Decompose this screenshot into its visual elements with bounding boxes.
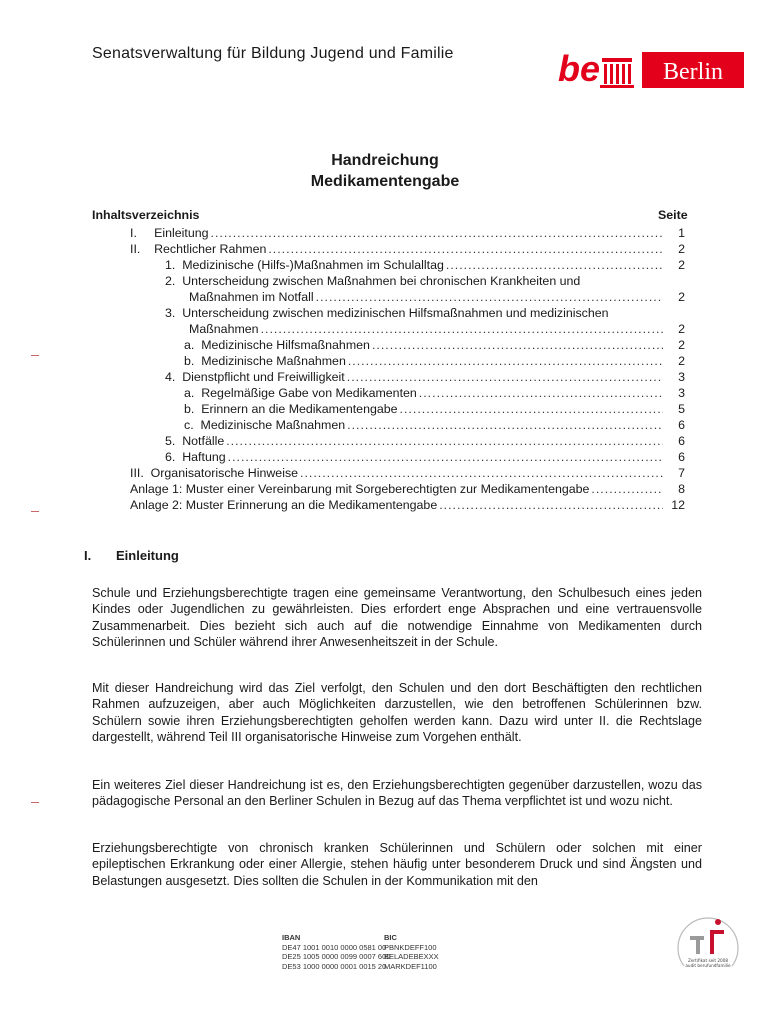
doc-title-line1: Handreichung bbox=[331, 152, 439, 169]
cert-line2: audit berufundfamilie bbox=[685, 963, 731, 968]
logo-berlin-text: Berlin bbox=[663, 59, 723, 85]
toc-entry[interactable]: 5. Notfälle ..... 6 bbox=[165, 434, 685, 448]
iban-label: IBAN bbox=[282, 933, 301, 942]
paragraph-2: Mit dieser Handreichung wird das Ziel verfolgt, den Schulen und den dort Beschäftigten den rechtlichen Rahmen aufzuzeigen, aber auch Möglichkeiten darzustellen, wie den betroffenen Schülerinnen bzw. Schülern sowie ihren Erziehungsberechtigten geholfen werden kann. Dazu wird unter II. die Rechtslage dargestellt, während Teil III organisatorische Hinweise zum Vorgehen enthält. bbox=[92, 681, 702, 745]
audit-berufundfamilie-seal bbox=[672, 908, 744, 980]
paragraph-3: Ein weiteres Ziel dieser Handreichung ist es, den Erziehungsberechtigten gegenüber darzustellen, wozu das pädagogische Personal an den Berliner Schulen in Bezug auf das Thema verpflichtet ist und wozu nicht. bbox=[92, 778, 702, 809]
toc-entry[interactable]: 6. Haftung ..... 6 bbox=[165, 450, 685, 464]
bic-line: MARKDEF1100 bbox=[384, 961, 437, 971]
toc-entry[interactable]: III. Organisatorische Hinweise ..... 7 bbox=[130, 466, 685, 480]
toc-entry[interactable]: c. Medizinische Maßnahmen ..... 6 bbox=[184, 418, 685, 432]
toc-entry[interactable]: II. Rechtlicher Rahmen ..... 2 bbox=[130, 242, 685, 256]
header-org: Senatsverwaltung für Bildung Jugend und Familie bbox=[92, 45, 454, 62]
bic-label: BIC bbox=[384, 933, 397, 942]
toc-entry-line[interactable]: 2. Unterscheidung zwischen Maßnahmen bei chronischen Krankheiten und bbox=[165, 274, 581, 288]
fold-mark bbox=[31, 802, 39, 803]
iban-line: DE53 1000 0000 0001 0015 20 bbox=[282, 961, 387, 971]
toc-entry[interactable]: 4. Dienstpflicht und Freiwilligkeit ..... 3 bbox=[165, 370, 685, 384]
paragraph-1: Schule und Erziehungsberechtigte tragen eine gemeinsame Verantwortung, den Schulbesuch eines jeden Kindes oder Jugendlichen zu gewährleisten. Dies erfordert enge Absprachen und eine vertrauensvolle Zusammenarbeit. Dies bezieht sich auch auf die notwendige Einnahme von Medikamenten durch Schülerinnen und Schüler während ihrer Anwesenheitszeit in der Schule. bbox=[92, 586, 702, 650]
toc-heading: Inhaltsverzeichnis bbox=[92, 208, 200, 222]
footer-bic bbox=[384, 933, 439, 971]
brandenburg-gate-icon bbox=[600, 58, 634, 88]
toc-entry-line[interactable]: 3. Unterscheidung zwischen medizinischen Hilfsmaßnahmen und medizinischen bbox=[165, 306, 609, 320]
toc-entry[interactable]: b. Medizinische Maßnahmen ..... 2 bbox=[184, 354, 685, 368]
logo-be-text: be bbox=[558, 48, 601, 89]
toc-entry[interactable]: 1. Medizinische (Hilfs-)Maßnahmen im Schulalltag ..... 2 bbox=[165, 258, 685, 272]
section-number: I. bbox=[84, 548, 92, 563]
section-title: Einleitung bbox=[116, 548, 179, 563]
paragraph-4: Erziehungsberechtigte von chronisch kranken Schülerinnen und Schülern oder solchen mit einer epileptischen Erkrankung oder einer Allergie, stehen häufig unter besonderem Druck und sind Ängsten und Belastungen ausgesetzt. Dies sollten die Schulen in der Kommunikation mit den bbox=[92, 841, 702, 888]
toc-entry[interactable]: Anlage 1: Muster einer Vereinbarung mit Sorgeberechtigten zur Medikamentengabe ..... 8 bbox=[130, 482, 685, 496]
toc-entry[interactable]: Maßnahmen ..... 2 bbox=[189, 322, 685, 336]
toc-entry[interactable]: b. Erinnern an die Medikamentengabe ..... 5 bbox=[184, 402, 685, 416]
toc-entry[interactable]: I. Einleitung ..... 1 bbox=[130, 226, 685, 240]
cert-line1: Zertifikat seit 2008 bbox=[687, 958, 729, 963]
bic-line: BELADEBEXXX bbox=[384, 952, 439, 962]
fold-mark bbox=[31, 511, 39, 512]
toc-page-heading: Seite bbox=[658, 208, 688, 222]
be-berlin-logo bbox=[558, 48, 744, 94]
bic-line: PBNKDEFF100 bbox=[384, 942, 437, 952]
toc-entry[interactable]: a. Regelmäßige Gabe von Medikamenten ..... 3 bbox=[184, 386, 685, 400]
toc-entry[interactable]: a. Medizinische Hilfsmaßnahmen ..... 2 bbox=[184, 338, 685, 352]
iban-line: DE47 1001 0010 0000 0581 00 bbox=[282, 942, 387, 952]
doc-title-line2: Medikamentengabe bbox=[310, 173, 460, 190]
footer-iban bbox=[282, 933, 390, 971]
iban-line: DE25 1005 0000 0099 0007 600 bbox=[282, 952, 391, 962]
toc-entry[interactable]: Maßnahmen im Notfall ..... 2 bbox=[189, 290, 685, 304]
fold-mark bbox=[31, 355, 39, 356]
toc-entry[interactable]: Anlage 2: Muster Erinnerung an die Medikamentengabe ..... 12 bbox=[130, 498, 685, 512]
